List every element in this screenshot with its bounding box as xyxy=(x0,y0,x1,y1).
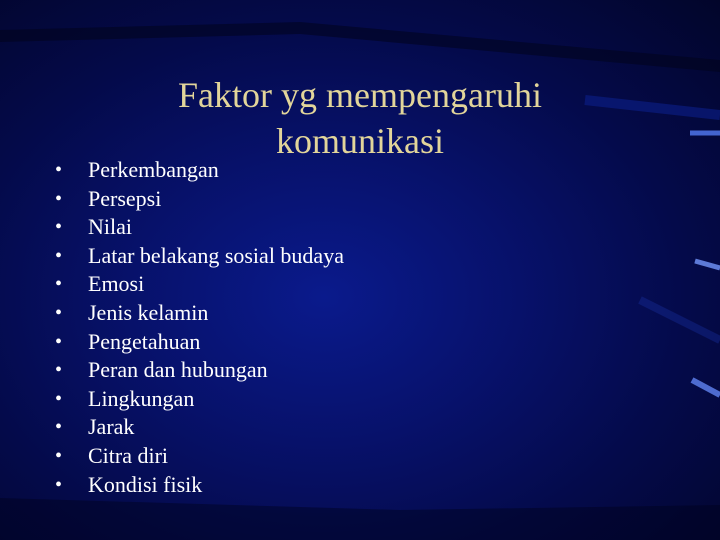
bullet-text: Jenis kelamin xyxy=(88,299,209,325)
bullet-icon: • xyxy=(55,387,63,410)
bullet-text: Latar belakang sosial budaya xyxy=(88,242,344,268)
bullet-item xyxy=(55,270,344,299)
bullet-item xyxy=(55,185,344,214)
bullet-item xyxy=(55,156,344,185)
bullet-item xyxy=(55,471,344,500)
bullet-icon: • xyxy=(55,244,63,267)
bullet-text: Peran dan hubungan xyxy=(88,357,268,383)
bullet-text: Perkembangan xyxy=(88,157,219,182)
bullet-item xyxy=(55,242,344,271)
bullet-item xyxy=(55,442,344,471)
bullet-icon: • xyxy=(55,216,63,239)
bullet-item xyxy=(55,299,344,328)
bullet-icon: • xyxy=(55,416,63,439)
bullet-text: Pengetahuan xyxy=(88,328,201,354)
bullet-icon: • xyxy=(55,330,63,353)
bullet-text: Citra diri xyxy=(88,442,169,468)
bullet-list xyxy=(55,156,344,499)
bullet-icon: • xyxy=(55,273,63,296)
bullet-icon: • xyxy=(55,187,63,210)
bullet-icon: • xyxy=(55,359,63,382)
bullet-item xyxy=(55,385,344,414)
bullet-item xyxy=(55,413,344,442)
bullet-text: Lingkungan xyxy=(88,385,195,411)
slide-title-line-2: komunikasi xyxy=(276,121,444,162)
bullet-item xyxy=(55,213,344,242)
bullet-text: Jarak xyxy=(88,414,135,440)
bullet-text: Nilai xyxy=(88,214,132,240)
bullet-item xyxy=(55,356,344,385)
bullet-icon: • xyxy=(55,444,63,467)
bullet-icon: • xyxy=(55,301,63,324)
slide-title-line-1: Faktor yg mempengaruhi xyxy=(178,75,542,116)
bullet-text: Emosi xyxy=(88,271,145,297)
bullet-item xyxy=(55,328,344,357)
bullet-icon: • xyxy=(55,473,63,496)
bullet-text: Persepsi xyxy=(88,185,162,211)
bullet-text: Kondisi fisik xyxy=(88,471,203,497)
bullet-icon: • xyxy=(55,159,63,181)
slide-title xyxy=(60,72,660,164)
